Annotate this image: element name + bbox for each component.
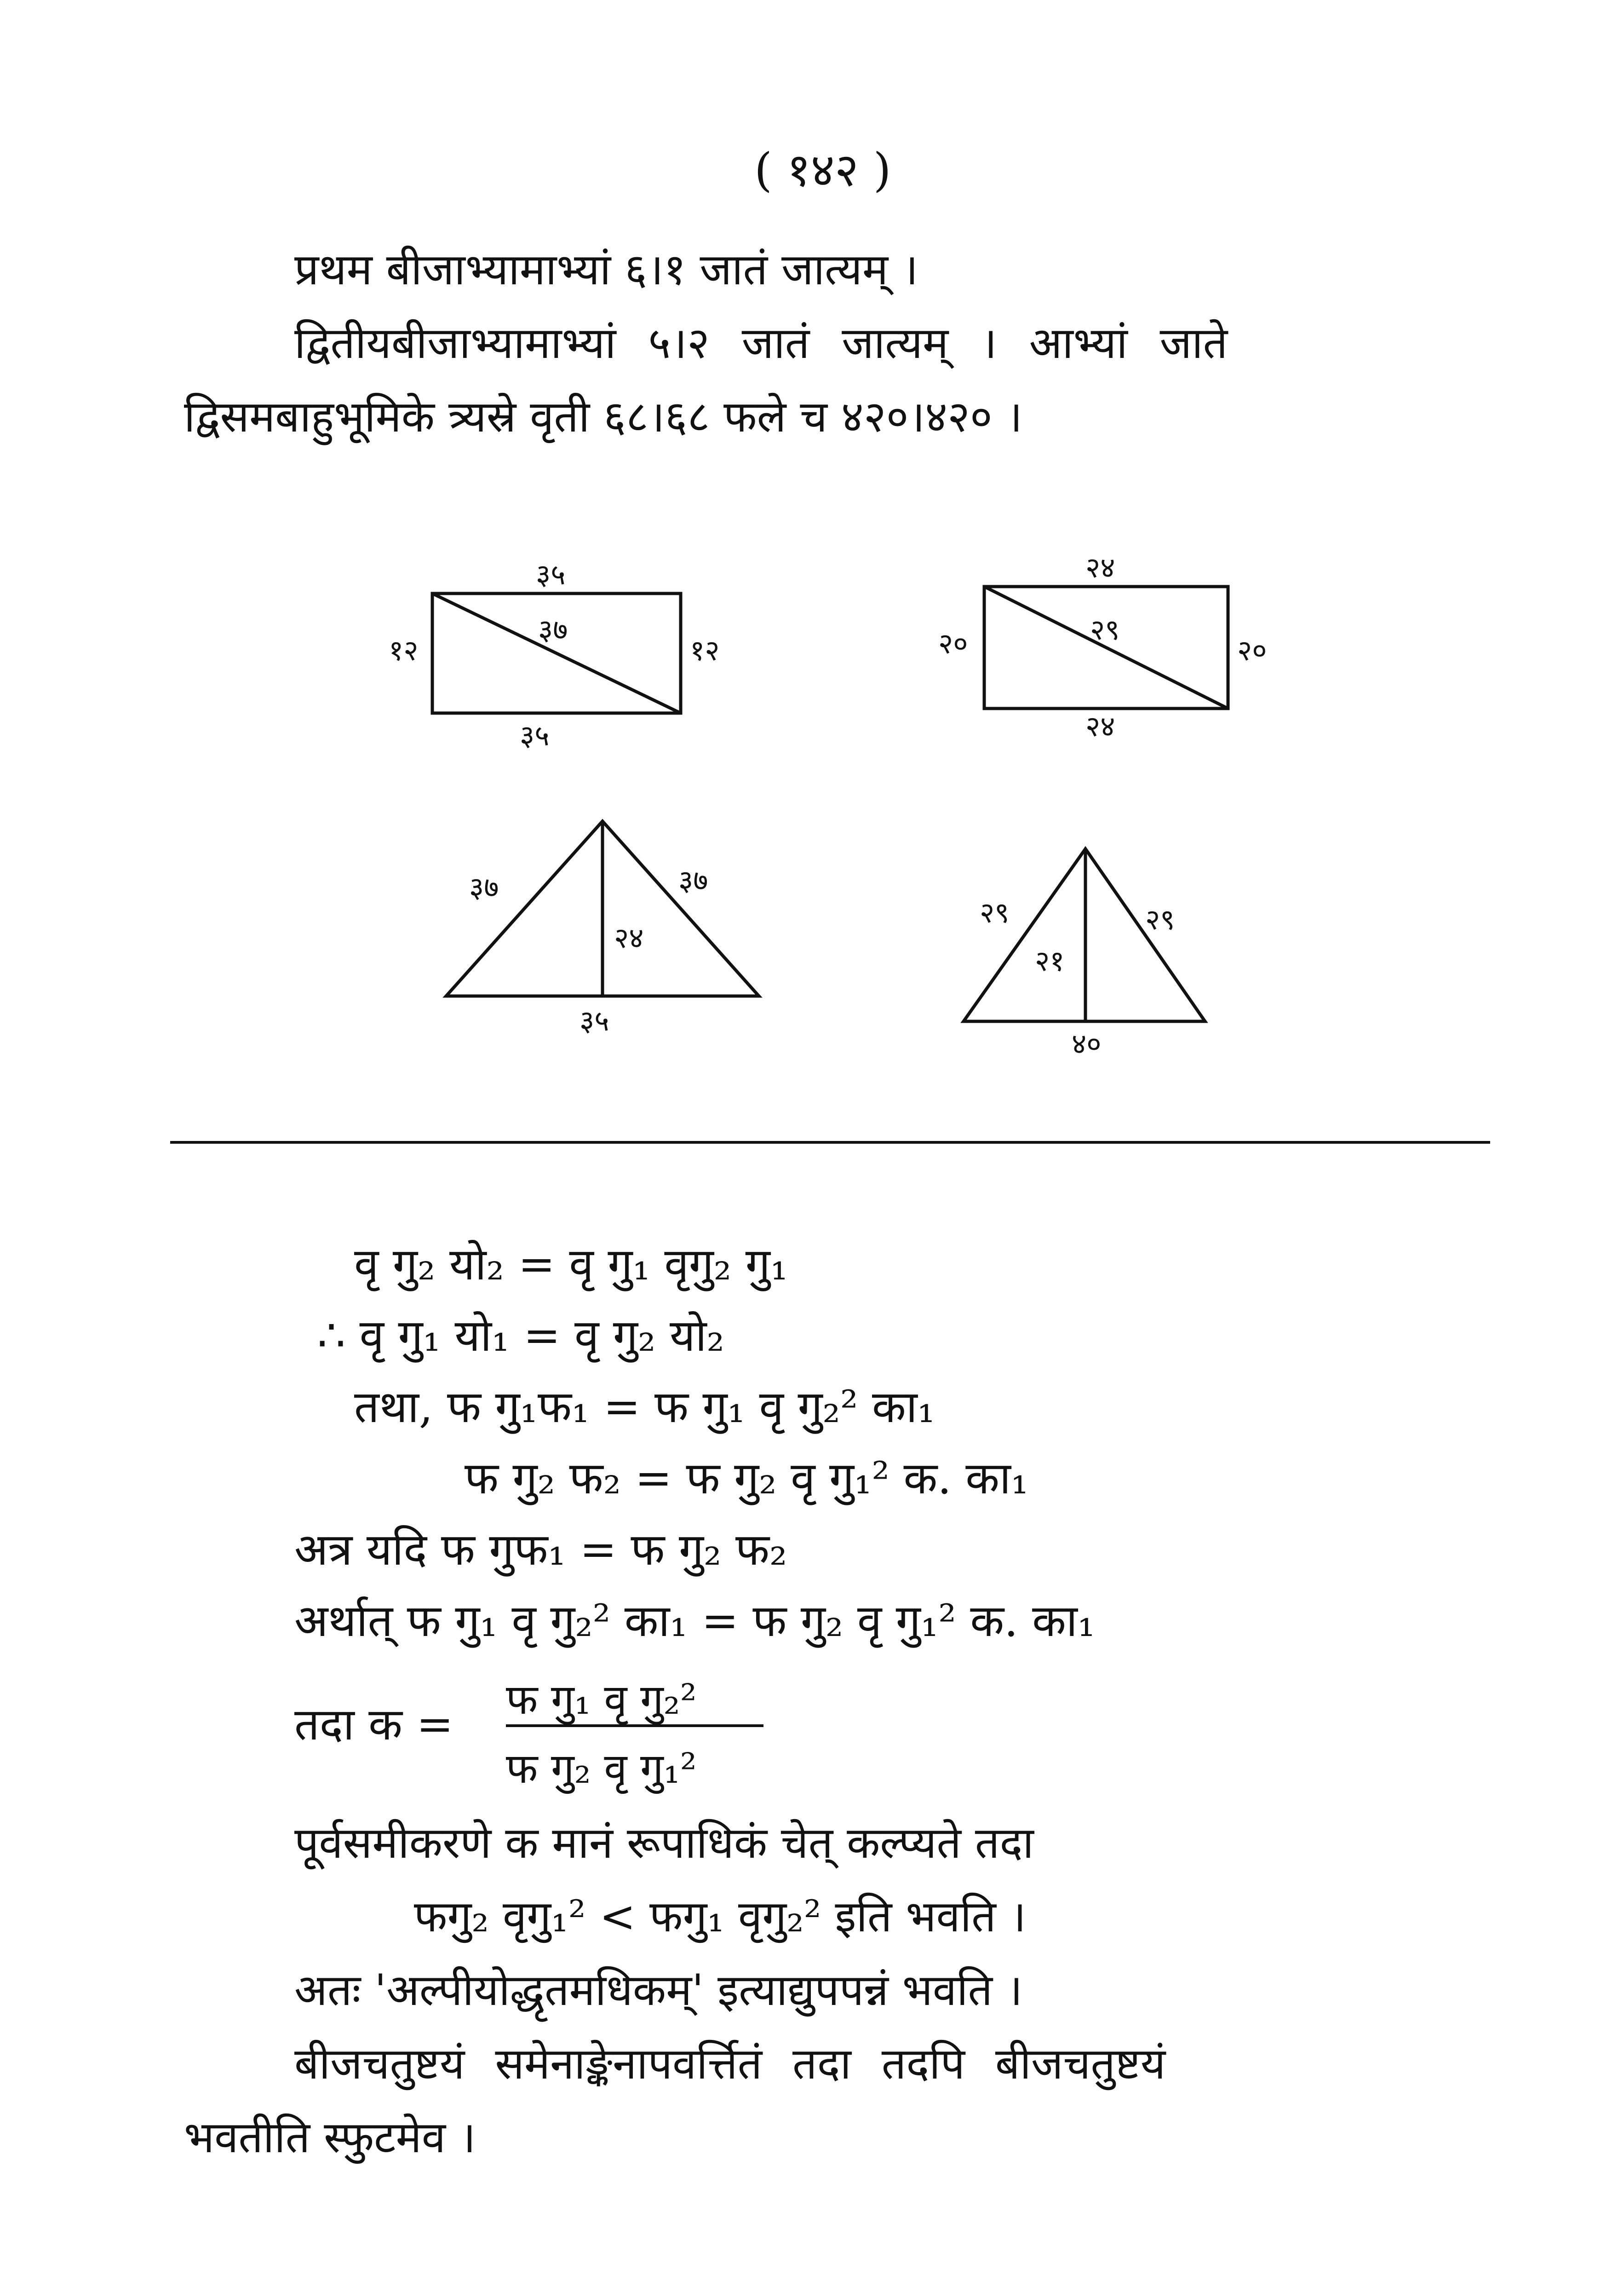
- math-line-1: वृ गु₂ यो₂ = वृ गु₁ वृगु₂ गु₁: [354, 1238, 788, 1290]
- tri2-right-label: २९: [1145, 903, 1175, 936]
- text-line-1: प्रथम बीजाभ्यामाभ्यां ६।१ जातं जात्यम् ।: [294, 245, 918, 295]
- rect1-diagonal-label: ३७: [538, 613, 568, 646]
- page-number: ( १४२ ): [754, 143, 891, 197]
- closing-line-2: फगु₂ वृगु₁² < फगु₁ वृगु₂² इति भवति ।: [414, 1892, 1027, 1942]
- tri2-left-label: २९: [980, 896, 1010, 929]
- math-line-6: अर्थात् फ गु₁ वृ गु₂² का₁ = फ गु₂ वृ गु₁² क. का₁: [294, 1595, 1096, 1647]
- math-line-2: ∴ वृ गु₁ यो₁ = वृ गु₂ यो₂: [317, 1310, 724, 1361]
- math-line-4: फ गु₂ फ₂ = फ गु₂ वृ गु₁² क. का₁: [465, 1452, 1029, 1504]
- rect2-bottom-label: २४: [1085, 709, 1115, 743]
- math-line-3: तथा, फ गु₁फ₁ = फ गु₁ वृ गु₂² का₁: [354, 1381, 935, 1433]
- rect2-left-label: २०: [938, 627, 968, 660]
- closing-line-3: अतः 'अल्पीयोद्धृतमधिकम्' इत्याद्युपपन्नं भवति ।: [294, 1965, 1023, 2016]
- tri2-base-label: ४०: [1072, 1027, 1102, 1060]
- closing-line-4: बीजचतुष्टयं समेनाङ्केनापवर्त्तितं तदा तदपि बीजचतुष्टयं: [294, 2039, 1166, 2089]
- closing-line-5: भवतीति स्फुटमेव ।: [184, 2113, 476, 2163]
- rect2-top-label: २४: [1085, 551, 1115, 584]
- tri2-altitude-label: २१: [1035, 944, 1065, 978]
- triangle-figure-1: [446, 821, 759, 996]
- fraction-prefix: तदा क =: [294, 1699, 453, 1750]
- fraction-numerator: फ गु₁ वृ गु₂²: [506, 1676, 697, 1724]
- rect1-right-label: १२: [690, 634, 720, 667]
- closing-line-1: पूर्वसमीकरणे क मानं रूपाधिकं चेत् कल्प्यते तदा: [294, 1818, 1034, 1868]
- fraction-bar: [506, 1724, 763, 1727]
- fraction-denominator: फ गु₂ वृ गु₁²: [506, 1745, 697, 1793]
- rect2-diagonal-label: २९: [1090, 613, 1120, 646]
- math-line-5: अत्र यदि फ गुफ₁ = फ गु₂ फ₂: [294, 1524, 787, 1575]
- tri1-left-label: ३७: [469, 870, 499, 904]
- rectangle-figure-1: [432, 593, 681, 713]
- rect1-top-label: ३५: [536, 558, 566, 591]
- text-line-2: द्वितीयबीजाभ्यामाभ्यां ५।२ जातं जात्यम् । आभ्यां जाते: [294, 318, 1228, 369]
- tri1-base-label: ३५: [580, 1004, 609, 1037]
- rect1-left-label: १२: [389, 634, 419, 667]
- text-line-3: द्विसमबाहुभूमिके त्र्यस्रे वृती ६८।६८ फले च ४२०।४२० ।: [184, 392, 1023, 442]
- tri1-altitude-label: २४: [614, 921, 644, 955]
- rectangle-figure-2: [984, 587, 1228, 708]
- tri1-right-label: ३७: [678, 864, 708, 897]
- rect1-bottom-label: ३५: [520, 719, 550, 752]
- section-divider: [170, 1141, 1490, 1144]
- rect2-right-label: २०: [1237, 634, 1267, 667]
